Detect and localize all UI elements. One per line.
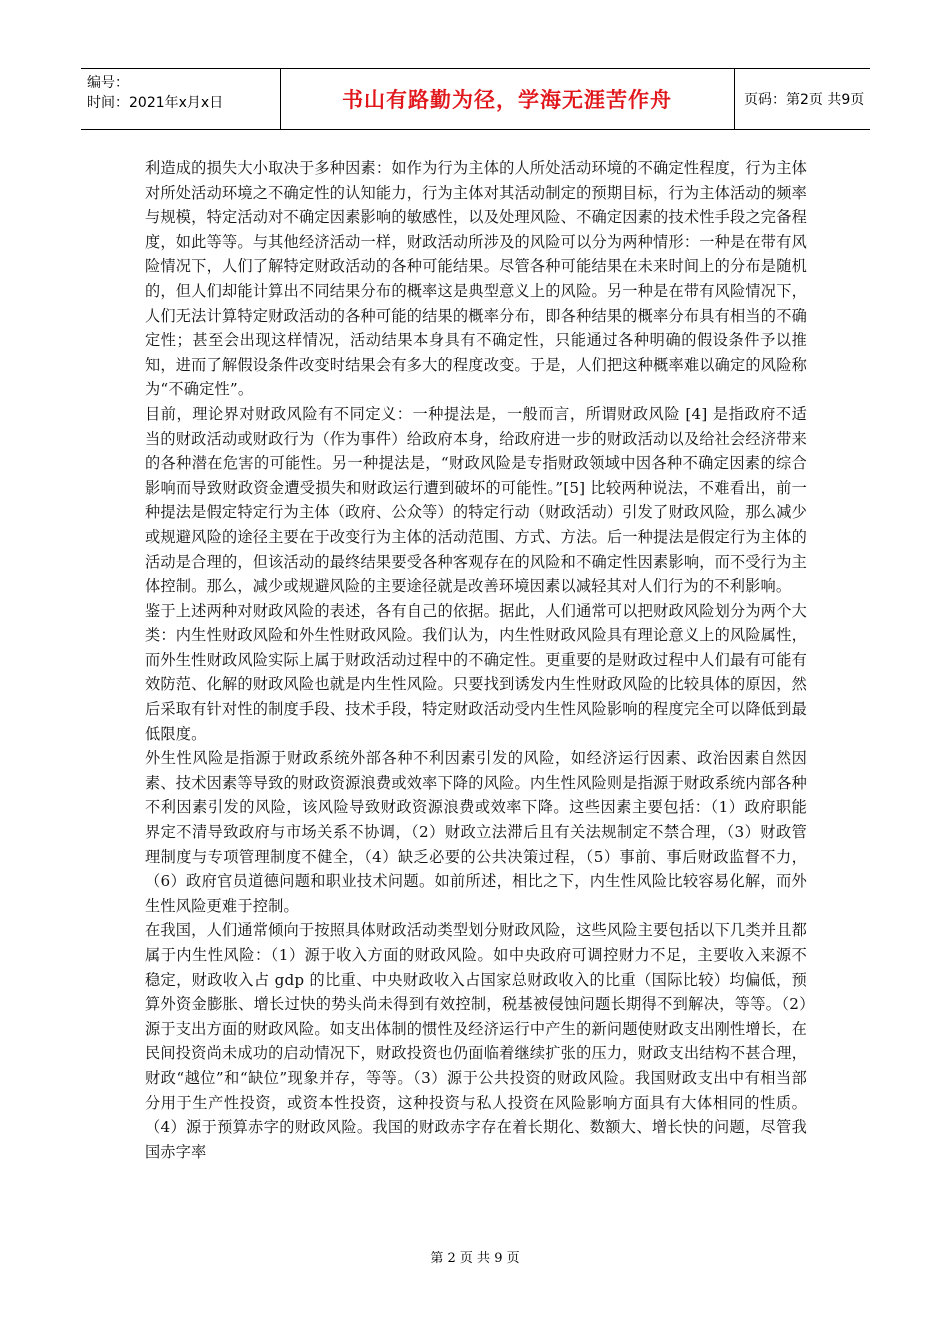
header-middle-cell bbox=[280, 69, 735, 129]
page-header bbox=[81, 68, 870, 130]
header-left-cell bbox=[81, 69, 281, 129]
body-paragraph-5: 在我国，人们通常倾向于按照具体财政活动类型划分财政风险，这些风险主要包括以下几类并且都属于内生性风险：（1）源于收入方面的财政风险。如中央政府可调控财力不足，主要收入来源不稳定，财政收入占 gdp 的比重、中央财政收入占国家总财政收入的比重（国际比较）均偏低，预算外资金膨胀、增长过快的势头尚未得到有效控制，税基被侵蚀问题长期得不到解决，等等。（2）源于支出方面的财政风险。如支出体制的惯性及经济运行中产生的新问题使财政支出刚性增长，在民间投资尚未成功的启动情况下，财政投资也仍面临着继续扩张的压力，财政支出结构不甚合理，财政“越位”和“缺位”现象并存，等等。（3）源于公共投资的财政风险。我国财政支出中有相当部分用于生产性投资，或资本性投资，这种投资与私人投资在风险影响方面具有大体相同的性质。（4）源于预算赤字的财政风险。我国的财政赤字存在着长期化、数额大、增长快的问题，尽管我国赤字率 bbox=[145, 921, 807, 1161]
document-number-label: 编号： bbox=[87, 75, 129, 91]
header-motto: 书山有路勤为径，学海无涯苦作舟 bbox=[342, 88, 672, 112]
page-footer: 第 2 页 共 9 页 bbox=[430, 1251, 520, 1266]
header-page-info: 页码：第2页 共9页 bbox=[744, 92, 865, 108]
body-paragraph-2: 目前，理论界对财政风险有不同定义：一种提法是，一般而言，所谓财政风险 [4] 是指政府不适当的财政活动或财政行为（作为事件）给政府本身，给政府进一步的财政活动以及给社会经济带来的各种潜在危害的可能性。另一种提法是，“财政风险是专指财政领域中因各种不确定因素的综合影响而导致财政资金遭受损失和财政运行遭到破坏的可能性。”[5] 比较两种说法，不难看出，前一种提法是假定特定行为主体（政府、公众等）的特定行动（财政活动）引发了财政风险，那么减少或规避风险的途径主要在于改变行为主体的活动范围、方式、方法。后一种提法是假定行为主体的活动是合理的，但该活动的最终结果要受各种客观存在的风险和不确定性因素影响，而不受行为主体控制。那么，减少或规避风险的主要途径就是改善环境因素以减轻其对人们行为的不利影响。 bbox=[145, 404, 807, 596]
body-paragraph-1: 利造成的损失大小取决于多种因素：如作为行为主体的人所处活动环境的不确定性程度，行为主体对所处活动环境之不确定性的认知能力，行为主体对其活动制定的预期目标，行为主体活动的频率与规模，特定活动对不确定因素影响的敏感性，以及处理风险、不确定因素的技术性手段之完备程度，如此等等。与其他经济活动一样，财政活动所涉及的风险可以分为两种情形：一种是在带有风险情况下，人们了解特定财政活动的各种可能结果。尽管各种可能结果在未来时间上的分布是随机的，但人们却能计算出不同结果分布的概率这是典型意义上的风险。另一种是在带有风险情况下，人们无法计算特定财政活动的各种可能的结果的概率分布，即各种结果的概率分布具有相当的不确定性；甚至会出现这样情况，活动结果本身具有不确定性，只能通过各种明确的假设条件予以推知，进而了解假设条件改变时结果会有多大的程度改变。于是，人们把这种概率难以确定的风险称为“不确定性”。 bbox=[145, 159, 807, 399]
body-paragraph-3: 鉴于上述两种对财政风险的表述，各有自己的依据。据此，人们通常可以把财政风险划分为两个大类：内生性财政风险和外生性财政风险。我们认为，内生性财政风险具有理论意义上的风险属性，而外生性财政风险实际上属于财政活动过程中的不确定性。更重要的是财政过程中人们最有可能有效防范、化解的财政风险也就是内生性风险。只要找到诱发内生性财政风险的比较具体的原因，然后采取有针对性的制度手段、技术手段，特定财政活动受内生性风险影响的程度完全可以降低到最低限度。 bbox=[145, 601, 807, 743]
document-body bbox=[145, 156, 807, 1164]
body-paragraph-4: 外生性风险是指源于财政系统外部各种不利因素引发的风险，如经济运行因素、政治因素自然因素、技术因素等导致的财政资源浪费或效率下降的风险。内生性风险则是指源于财政系统内部各种不利因素引发的风险，该风险导致财政资源浪费或效率下降。这些因素主要包括：（1）政府职能界定不清导致政府与市场关系不协调，（2）财政立法滞后且有关法规制定不禁合理，（3）财政管理制度与专项管理制度不健全，（4）缺乏必要的公共决策过程，（5）事前、事后财政监督不力，（6）政府官员道德问题和职业技术问题。如前所述，相比之下，内生性风险比较容易化解，而外生性风险更难于控制。 bbox=[145, 749, 807, 915]
header-right-cell bbox=[734, 69, 870, 129]
document-date-label: 时间：2021年x月x日 bbox=[87, 95, 224, 111]
